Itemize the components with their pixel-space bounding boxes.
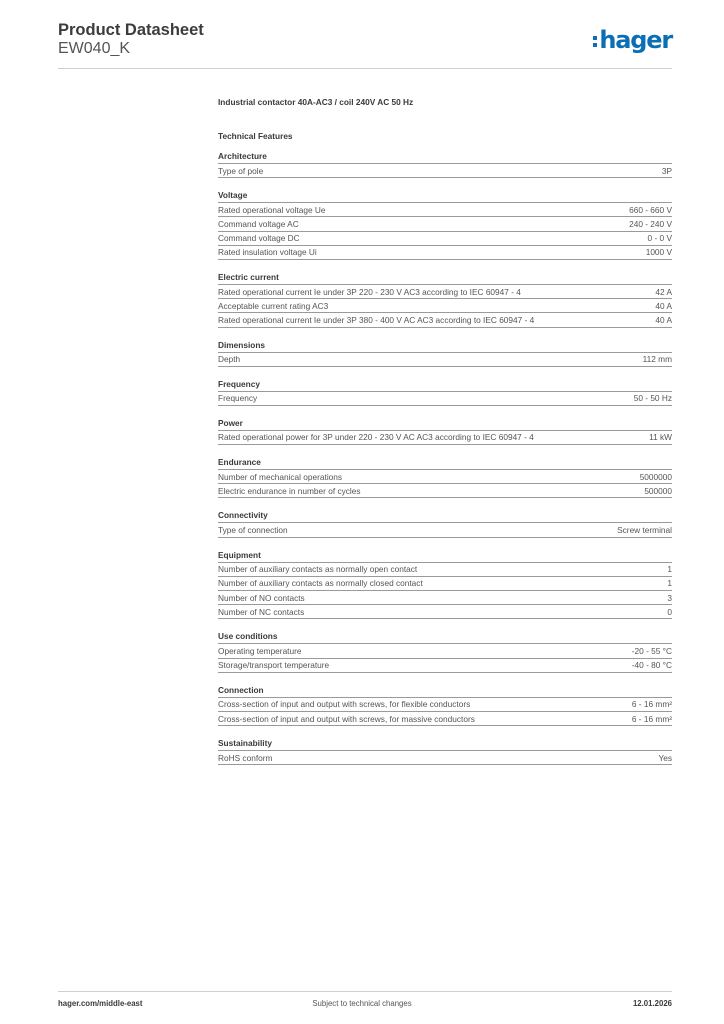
feature-row bbox=[218, 644, 672, 658]
logo-dots-icon bbox=[593, 36, 597, 47]
feature-value: 660 - 660 V bbox=[629, 204, 672, 215]
feature-row bbox=[218, 563, 672, 577]
feature-value: 0 - 0 V bbox=[647, 233, 672, 244]
feature-value: 50 - 50 Hz bbox=[633, 393, 672, 404]
feature-label: Cross-section of input and output with screws, for flexible conductors bbox=[218, 699, 471, 710]
feature-label: Number of mechanical operations bbox=[218, 471, 343, 482]
feature-label: Frequency bbox=[218, 393, 258, 404]
feature-value: 6 - 16 mm² bbox=[631, 699, 672, 710]
feature-value: 1000 V bbox=[645, 247, 672, 258]
feature-label: Rated insulation voltage Ui bbox=[218, 247, 317, 258]
feature-value: 40 A bbox=[655, 300, 672, 311]
feature-label: Command voltage AC bbox=[218, 218, 299, 229]
feature-label: Depth bbox=[218, 354, 241, 365]
feature-row bbox=[218, 246, 672, 260]
feature-label: Type of pole bbox=[218, 165, 264, 176]
feature-section bbox=[218, 418, 672, 445]
feature-row bbox=[218, 470, 672, 484]
footer-date: 12.01.2026 bbox=[632, 999, 672, 1008]
feature-row bbox=[218, 353, 672, 367]
feature-row bbox=[218, 712, 672, 726]
feature-sections bbox=[218, 151, 672, 765]
feature-section bbox=[218, 151, 672, 178]
feature-section bbox=[218, 738, 672, 765]
feature-value: 3 bbox=[667, 592, 672, 603]
feature-row bbox=[218, 431, 672, 445]
technical-features-heading: Technical Features bbox=[218, 131, 293, 141]
section-title: Dimensions bbox=[218, 340, 672, 353]
feature-value: 500000 bbox=[644, 485, 672, 496]
section-title: Equipment bbox=[218, 550, 672, 563]
feature-label: Number of NC contacts bbox=[218, 606, 305, 617]
feature-value: 112 mm bbox=[642, 354, 672, 365]
footer-website: hager.com/middle-east bbox=[58, 999, 143, 1008]
feature-value: 1 bbox=[667, 564, 672, 575]
section-title: Power bbox=[218, 418, 672, 431]
feature-section bbox=[218, 685, 672, 726]
product-code: EW040_K bbox=[58, 40, 131, 57]
feature-row bbox=[218, 484, 672, 498]
feature-label: Command voltage DC bbox=[218, 233, 300, 244]
feature-row bbox=[218, 577, 672, 591]
feature-label: Type of connection bbox=[218, 525, 288, 536]
feature-label: RoHS conform bbox=[218, 752, 273, 763]
hager-logo bbox=[593, 28, 672, 52]
feature-label: Cross-section of input and output with screws, for massive conductors bbox=[218, 713, 475, 724]
feature-value: -40 - 80 °C bbox=[631, 660, 672, 671]
feature-section bbox=[218, 457, 672, 498]
feature-row bbox=[218, 605, 672, 619]
feature-row bbox=[218, 164, 672, 178]
feature-value: 40 A bbox=[655, 314, 672, 325]
feature-value: 3P bbox=[661, 165, 672, 176]
feature-section bbox=[218, 631, 672, 672]
feature-value: -20 - 55 °C bbox=[631, 645, 672, 656]
feature-section bbox=[218, 379, 672, 406]
feature-label: Rated operational current Ie under 3P 380 - 400 V AC AC3 according to IEC 60947 - 4 bbox=[218, 314, 535, 325]
feature-label: Number of auxiliary contacts as normally open contact bbox=[218, 564, 418, 575]
footer-notice: Subject to technical changes bbox=[312, 999, 412, 1008]
feature-label: Operating temperature bbox=[218, 645, 302, 656]
feature-label: Rated operational power for 3P under 220 - 230 V AC AC3 according to IEC 60947 - 4 bbox=[218, 432, 534, 443]
feature-value: 6 - 16 mm² bbox=[631, 713, 672, 724]
feature-row bbox=[218, 203, 672, 217]
feature-row bbox=[218, 591, 672, 605]
feature-section bbox=[218, 550, 672, 620]
feature-section bbox=[218, 340, 672, 367]
feature-label: Number of auxiliary contacts as normally closed contact bbox=[218, 578, 423, 589]
footer-divider bbox=[58, 991, 672, 992]
section-title: Voltage bbox=[218, 190, 672, 203]
feature-value: Screw terminal bbox=[617, 525, 672, 536]
feature-label: Storage/transport temperature bbox=[218, 660, 330, 671]
feature-row bbox=[218, 392, 672, 406]
logo-text: hager bbox=[599, 26, 672, 54]
feature-row bbox=[218, 659, 672, 673]
section-title: Sustainability bbox=[218, 738, 672, 751]
section-title: Endurance bbox=[218, 457, 672, 470]
section-title: Use conditions bbox=[218, 631, 672, 644]
feature-section bbox=[218, 510, 672, 537]
feature-label: Rated operational voltage Ue bbox=[218, 204, 326, 215]
feature-row bbox=[218, 299, 672, 313]
section-title: Electric current bbox=[218, 272, 672, 285]
feature-row bbox=[218, 523, 672, 537]
feature-value: 42 A bbox=[655, 286, 672, 297]
feature-value: 1 bbox=[667, 578, 672, 589]
datasheet-title: Product Datasheet bbox=[58, 21, 204, 39]
feature-section bbox=[218, 272, 672, 328]
feature-label: Acceptable current rating AC3 bbox=[218, 300, 329, 311]
feature-label: Number of NO contacts bbox=[218, 592, 305, 603]
feature-row bbox=[218, 313, 672, 327]
section-title: Architecture bbox=[218, 151, 672, 164]
section-title: Frequency bbox=[218, 379, 672, 392]
feature-row bbox=[218, 285, 672, 299]
section-title: Connectivity bbox=[218, 510, 672, 523]
feature-value: 5000000 bbox=[639, 471, 672, 482]
section-title: Connection bbox=[218, 685, 672, 698]
feature-value: 0 bbox=[667, 606, 672, 617]
header-divider bbox=[58, 68, 672, 69]
feature-row bbox=[218, 232, 672, 246]
datasheet-content bbox=[218, 96, 672, 777]
feature-value: 240 - 240 V bbox=[629, 218, 672, 229]
feature-value: Yes bbox=[658, 752, 672, 763]
feature-label: Electric endurance in number of cycles bbox=[218, 485, 361, 496]
feature-label: Rated operational current Ie under 3P 220 - 230 V AC3 according to IEC 60947 - 4 bbox=[218, 286, 521, 297]
feature-section bbox=[218, 190, 672, 260]
feature-row bbox=[218, 217, 672, 231]
product-description: Industrial contactor 40A-AC3 / coil 240V AC 50 Hz bbox=[218, 97, 414, 107]
feature-row bbox=[218, 698, 672, 712]
feature-value: 11 kW bbox=[649, 432, 672, 443]
feature-row bbox=[218, 751, 672, 765]
